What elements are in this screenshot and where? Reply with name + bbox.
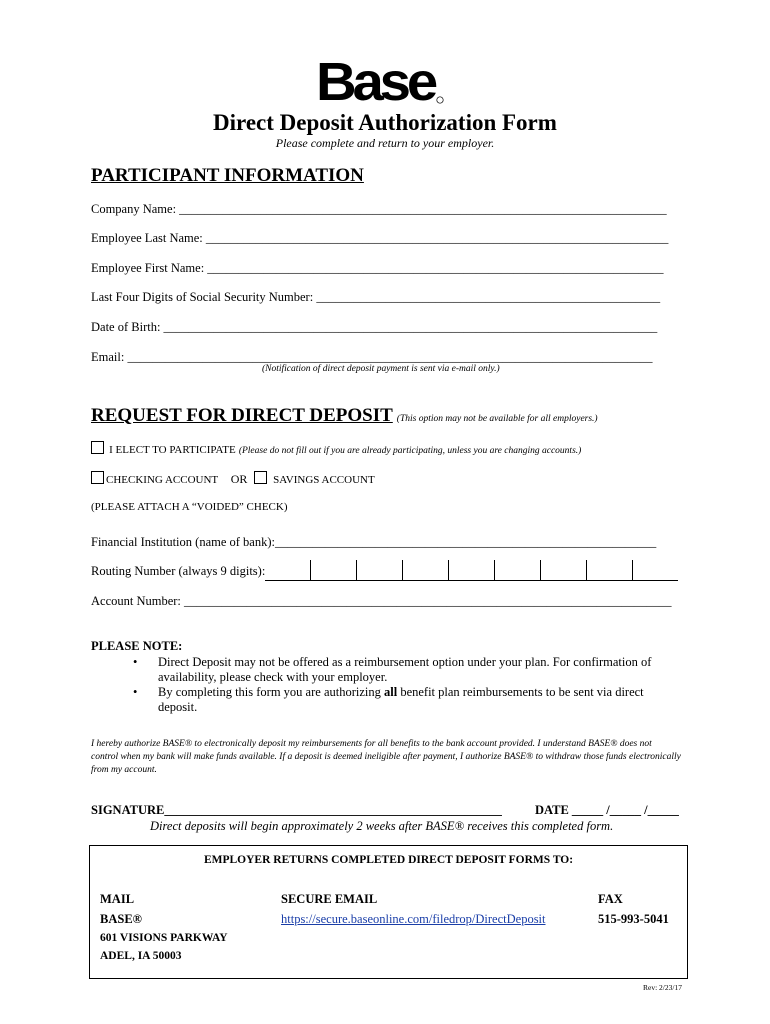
elect-checkbox[interactable] (91, 441, 104, 454)
checking-label: CHECKING ACCOUNT (106, 474, 218, 486)
svg-text:Base: Base (316, 56, 438, 106)
routing-number-boxes[interactable] (265, 560, 678, 581)
elect-note: (Please do not fill out if you are already participating, unless you are changing accounts.) (238, 446, 582, 456)
request-heading-note: (This option may not be available for all employers.) (396, 414, 598, 424)
base-logo (316, 56, 446, 106)
note-bullet-1: • Direct Deposit may not be offered as a reimbursement option under your plan. For confirmation of availability, please check with your employer. (133, 655, 663, 685)
request-heading: REQUEST FOR DIRECT DEPOSIT (91, 405, 393, 426)
mail-line-1: BASE® (100, 912, 142, 926)
ssn-last-four-field[interactable]: Last Four Digits of Social Security Number: _______________________________________________________ (91, 290, 661, 304)
account-number-field[interactable]: Account Number: ______________________________________________________________________________ (91, 594, 672, 608)
mail-line-2: 601 VISIONS PARKWAY (100, 932, 228, 944)
please-note-heading: PLEASE NOTE: (91, 639, 183, 653)
elect-row (91, 441, 581, 457)
savings-label: SAVINGS ACCOUNT (273, 474, 375, 486)
attach-check-note: (PLEASE ATTACH A “VOIDED” CHECK) (91, 501, 288, 513)
returns-box (89, 845, 688, 979)
bank-name-field[interactable]: Financial Institution (name of bank):_____________________________________________________________ (91, 535, 657, 549)
email-field[interactable]: Email: ____________________________________________________________________________________ (91, 350, 653, 364)
or-label: OR (230, 472, 248, 486)
mail-line-3: ADEL, IA 50003 (100, 950, 182, 962)
account-type-row (91, 471, 375, 487)
form-title: Direct Deposit Authorization Form (213, 110, 557, 135)
date-field[interactable]: DATE _____ /_____ /_____ (535, 803, 679, 817)
authorization-paragraph: I hereby authorize BASE® to electronically deposit my reimbursements for all benefits to the bank account provided. I understand BASE® does not control when my bank will make funds available. If a deposit is deemed ineligible after payment, I authorize BASE® to withdraw those funds electronically from my account. (91, 739, 681, 775)
returns-heading: EMPLOYER RETURNS COMPLETED DIRECT DEPOSIT FORMS TO: (203, 854, 574, 866)
company-name-field[interactable]: Company Name: ______________________________________________________________________________ (91, 202, 667, 216)
secure-email-link[interactable]: https://secure.baseonline.com/filedrop/DirectDeposit (281, 912, 546, 926)
elect-label: I ELECT TO PARTICIPATE (109, 444, 236, 456)
signature-note: Direct deposits will begin approximately 2 weeks after BASE® receives this completed form. (150, 819, 614, 833)
routing-label: Routing Number (always 9 digits): (91, 564, 266, 578)
note-list (133, 655, 663, 715)
date-of-birth-field[interactable]: Date of Birth: _______________________________________________________________________________ (91, 320, 658, 334)
fax-label: FAX (598, 892, 623, 906)
employee-first-name-field[interactable]: Employee First Name: _________________________________________________________________________ (91, 261, 664, 275)
checking-checkbox[interactable] (91, 471, 104, 484)
employee-last-name-field[interactable]: Employee Last Name: __________________________________________________________________________ (91, 231, 669, 245)
form-subtitle: Please complete and return to your employer. (275, 136, 495, 150)
email-note: (Notification of direct deposit payment is sent via e-mail only.) (262, 364, 500, 374)
secure-email-label: SECURE EMAIL (281, 892, 378, 906)
request-heading-row (91, 405, 598, 427)
note-bullet-2: • By completing this form you are authorizing all benefit plan reimbursements to be sent via direct deposit. (133, 685, 663, 715)
savings-checkbox[interactable] (254, 471, 267, 484)
revision-label: Rev: 2/23/17 (643, 983, 682, 992)
fax-number: 515-993-5041 (598, 912, 669, 926)
participant-heading: PARTICIPANT INFORMATION (91, 165, 364, 186)
mail-label: MAIL (100, 892, 135, 906)
signature-field[interactable]: SIGNATURE______________________________________________________ (91, 803, 502, 817)
routing-row (91, 560, 678, 581)
